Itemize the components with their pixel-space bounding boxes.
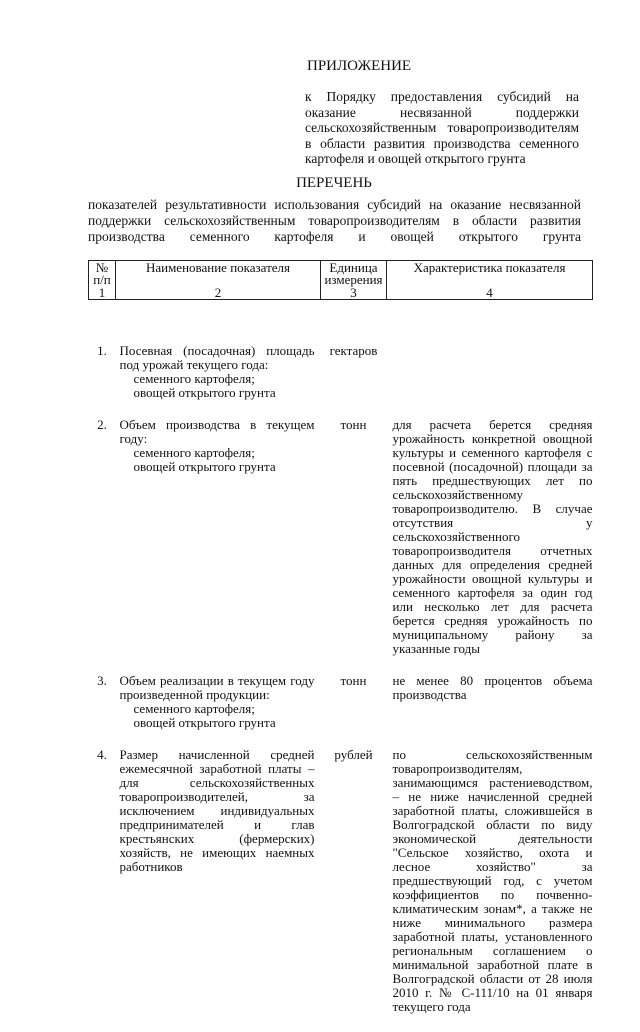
row-number: 3. <box>97 673 107 688</box>
indicator-name: Объем производства в текущем году: <box>119 417 315 446</box>
indicator-name: Размер начисленной средней ежемесячной заработной платы – для сельскохозяйственных товаропроизводителей, за исключением индивидуальных предпринимателей и глав крестьянских (фермерских) хозяйств, не имеющих наемных работников <box>119 747 315 874</box>
header-unit: Единица измерения <box>321 261 387 287</box>
header-char: Характеристика показателя <box>387 261 593 287</box>
indicator-name-cell <box>116 418 321 674</box>
appendix-text: к Порядку предоставления субсидий на оказание несвязанной поддержки сельскохозяйственным товаропроизводителям в области развития производства семенного картофеля и овощей открытого грунта <box>305 89 579 166</box>
indicator-name: Объем реализации в текущем году произведенной продукции: <box>119 673 315 702</box>
indicator-name-cell <box>116 674 321 748</box>
indicator-subitem: семенного картофеля; <box>133 701 255 716</box>
table-header-row <box>89 261 593 287</box>
table-row <box>89 300 593 419</box>
indicator-subitem: семенного картофеля; <box>133 445 255 460</box>
indicator-subitem: овощей открытого грунта <box>133 459 276 474</box>
indicator-name-cell <box>116 300 321 419</box>
indicator-characteristic: для расчета берется средняя урожайность конкретной овощной культуры и семенного картофеля с посевной (посадочной) площади за пять предшествующих лет по сельскохозяйственному товаропроизводителю. В случае отсутствия у сельскохозяйственного товаропроизводителя отчетных данных для определения средней урожайности овощной культуры и семенного картофеля за один год или несколько лет для расчета берется средняя урожайность по муниципальному району за указанные годы <box>392 417 593 656</box>
table-row <box>89 418 593 674</box>
indicator-name: Посевная (посадочная) площадь под урожай текущего года: <box>119 343 315 372</box>
indicator-characteristic <box>387 300 593 419</box>
table-row <box>89 748 593 1032</box>
header-name: Наименование показателя <box>116 261 321 287</box>
column-number: 4 <box>387 286 593 300</box>
indicator-name-cell <box>116 748 321 1032</box>
row-number: 4. <box>97 747 107 762</box>
table-row <box>89 674 593 748</box>
column-number: 3 <box>321 286 387 300</box>
row-number: 1. <box>97 343 107 358</box>
column-number: 1 <box>89 286 116 300</box>
indicator-unit: рублей <box>334 747 373 762</box>
indicator-unit: тонн <box>340 673 367 688</box>
indicator-unit: гектаров <box>329 343 378 358</box>
list-subtitle: показателей результативности использования субсидий на оказание несвязанной поддержки сельскохозяйственным товаропроизводителям в области развития производства семенного картофеля и овощей открытого грунта <box>88 197 581 244</box>
column-number: 2 <box>116 286 321 300</box>
indicator-subitem: овощей открытого грунта <box>133 385 276 400</box>
indicator-subitem: семенного картофеля; <box>133 371 255 386</box>
header-num: № п/п <box>89 261 116 287</box>
indicators-table <box>88 260 593 1032</box>
list-title: ПЕРЕЧЕНЬ <box>296 175 372 191</box>
indicator-characteristic: по сельскохозяйственным товаропроизводителям, занимающимся растениеводством, – не ниже начисленной средней заработной платы, сложившейся в Волгоградской области по виду экономической деятельности "Сельское хозяйство, охота и лесное хозяйство" за предшествующий год, с учетом коэффициентов по почвенно-климатическим зонам*, а также не ниже минимального размера заработной платы, установленного региональным соглашением о минимальной заработной плате в Волгоградской области от 28 июля 2010 г. № С-111/10 на 01 января текущего года <box>392 747 593 1014</box>
indicator-unit: тонн <box>340 417 367 432</box>
appendix-title: ПРИЛОЖЕНИЕ <box>307 58 412 74</box>
column-numbers-row <box>89 286 593 300</box>
row-number: 2. <box>97 417 107 432</box>
indicator-characteristic: не менее 80 процентов объема производства <box>392 673 593 702</box>
appendix-block <box>305 57 579 167</box>
indicator-subitem: овощей открытого грунта <box>133 715 276 730</box>
